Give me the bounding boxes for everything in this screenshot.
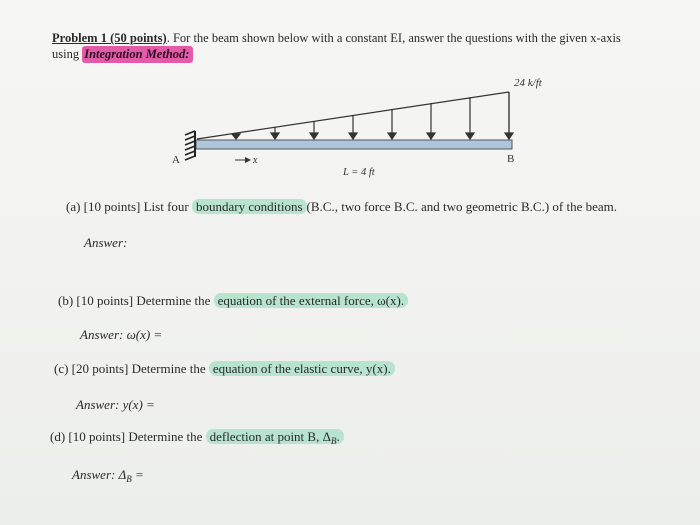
question-d-highlight-subscript: B [330,436,337,446]
answer-d [72,467,144,484]
question-d [50,429,344,446]
support-b-label: B [507,153,515,165]
beam [196,140,512,149]
question-d-highlight-text: deflection at point B, Δ [209,429,331,444]
answer-d-end: = [131,467,144,482]
question-a-highlight: boundary conditions [192,199,307,214]
answer-d-text: Answer: Δ [72,467,127,482]
question-c-prefix: (c) [20 points] Determine the [54,361,206,376]
x-axis-arrowhead [245,157,251,163]
question-a-prefix: (a) [10 points] List four [66,199,189,214]
answer-d-subscript: B [126,474,132,484]
answer-c: Answer: y(x) = [76,397,155,412]
beam-length-label: L = 4 ft [343,167,375,178]
problem-text-1: . For the beam shown below with a constant EI, answer the questions with the given x-axis [166,31,621,45]
question-c-highlight: equation of the elastic curve, y(x). [209,361,395,376]
support-a-label: A [172,154,180,166]
question-d-highlight-end: . [336,429,340,444]
answer-b: Answer: ω(x) = [80,327,163,342]
question-b-highlight: equation of the external force, ω(x). [214,293,409,308]
question-a-suffix: (B.C., two force B.C. and two geometric B.C.) of the beam. [306,199,618,214]
problem-heading: Problem 1 (50 points) [52,31,167,45]
question-c [54,361,395,377]
load-intensity-label: 24 k/ft [514,77,542,89]
question-b [58,293,408,309]
beam-figure [0,0,700,200]
question-d-prefix: (d) [10 points] Determine the [50,429,203,444]
question-d-highlight [206,429,344,444]
load-arrows [232,92,513,139]
question-a [66,199,617,215]
x-axis-label: x [253,155,258,166]
problem-text-2: using [52,47,80,61]
fixed-support-hatching [185,131,195,160]
answer-a: Answer: [84,235,128,250]
method-highlight: Integration Method: [82,46,193,63]
question-b-prefix: (b) [10 points] Determine the [58,293,211,308]
